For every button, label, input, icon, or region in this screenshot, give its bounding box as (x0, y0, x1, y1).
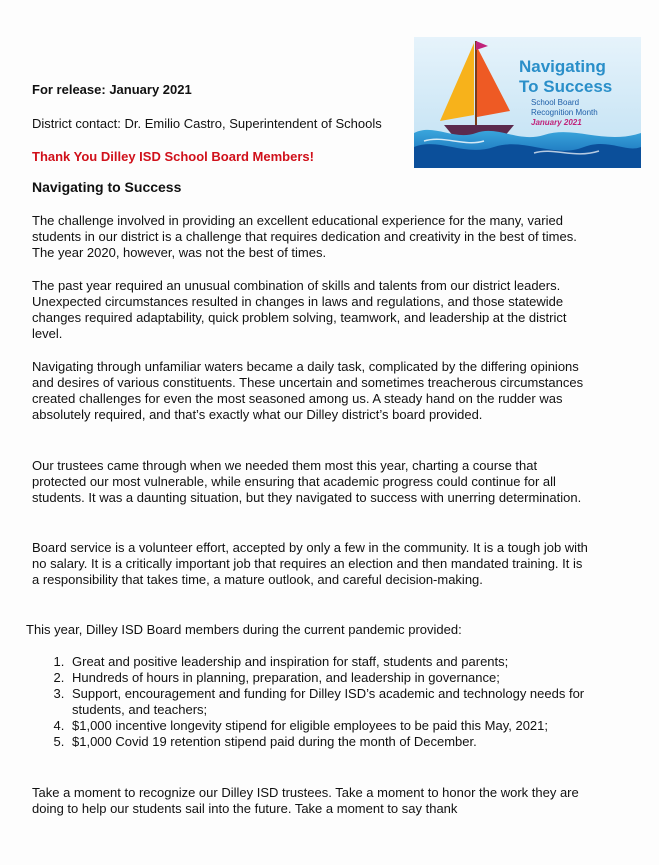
navigating-to-success-banner (414, 37, 641, 168)
list-item: 1. Great and positive leadership and inspiration for staff, students and parents; (68, 654, 608, 670)
banner-title-line2: To Success (519, 77, 613, 96)
paragraph: The past year required an unusual combination of skills and talents from our district leaders. Unexpected circumstances resulted in changes in laws and regulations, and those statewide changes required adaptability, quick problem solving, teamwork, and leadership at the district level. (32, 278, 567, 341)
paragraph: The challenge involved in providing an excellent educational experience for the many, varied students in our district is a challenge that requires dedication and creativity in the best of times. The year 2020, however, was not the best of times. (32, 213, 577, 260)
paragraph: Navigating through unfamiliar waters became a daily task, complicated by the differing opinions and desires of various constituents. These uncertain and sometimes treacherous circumstances created challenges for even the most seasoned among us. A steady hand on the rudder was absolutely required, and that’s exactly what our Dilley district’s board provided. (32, 359, 584, 422)
accomplishments-list (32, 654, 608, 750)
article-heading: Navigating to Success (32, 179, 182, 195)
list-item: 3. Support, encouragement and funding for Dilley ISD’s academic and technology needs for students, and teachers; (68, 686, 608, 718)
banner-title-line1: Navigating (519, 57, 606, 76)
banner-subtitle-line2: Recognition Month (531, 108, 598, 117)
release-date-line: For release: January 2021 (32, 82, 192, 97)
thank-you-headline: Thank You Dilley ISD School Board Members! (32, 149, 314, 164)
list-intro: This year, Dilley ISD Board members during the current pandemic provided: (26, 622, 462, 637)
list-item: 2. Hundreds of hours in planning, preparation, and leadership in governance; (68, 670, 608, 686)
wave-front (414, 144, 641, 168)
closing-paragraph: Take a moment to recognize our Dilley ISD trustees. Take a moment to honor the work they are doing to help our students sail into the future. Take a moment to say thank (32, 785, 579, 816)
banner-date: January 2021 (531, 118, 582, 127)
district-contact-line: District contact: Dr. Emilio Castro, Superintendent of Schools (32, 116, 382, 131)
sailboat-logo-graphic (414, 37, 641, 168)
list-item: 5. $1,000 Covid 19 retention stipend paid during the month of December. (68, 734, 608, 750)
paragraph: Board service is a volunteer effort, accepted by only a few in the community. It is a tough job with no salary. It is a critically important job that requires an election and then mandated training. It is a responsibility that takes time, a mature outlook, and careful decision-making. (32, 540, 588, 587)
list-item: 4. $1,000 incentive longevity stipend for eligible employees to be paid this May, 2021; (68, 718, 608, 734)
paragraph: Our trustees came through when we needed them most this year, charting a course that protected our most vulnerable, while ensuring that academic progress could continue for all students. It was a daunting situation, but they navigated to success with unerring determination. (32, 458, 582, 505)
banner-subtitle-line1: School Board (531, 98, 580, 107)
